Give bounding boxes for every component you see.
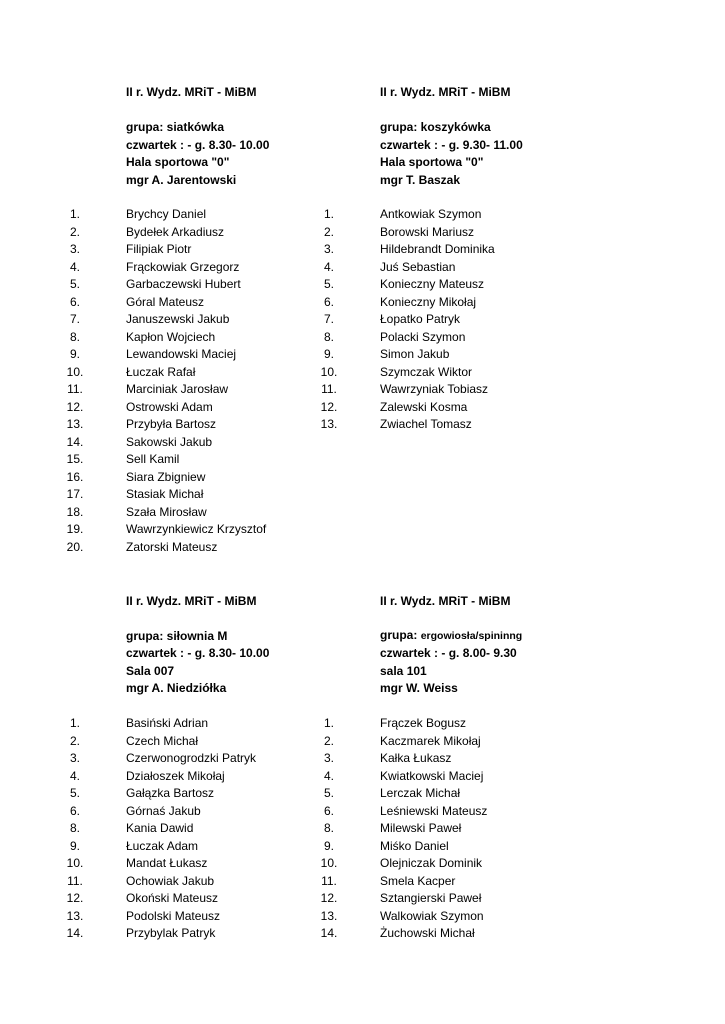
student-name: Działoszek Mikołaj — [126, 768, 225, 783]
student-number: 14. — [320, 926, 338, 940]
student-number: 16. — [66, 469, 84, 484]
student-name: Simon Jakub — [380, 347, 450, 361]
student-number: 2. — [69, 224, 80, 239]
student-name: Walkowiak Szymon — [380, 908, 484, 923]
student-name: Olejniczak Dominik — [380, 856, 483, 870]
student-number: 3. — [323, 751, 334, 765]
student-number: 13. — [320, 908, 338, 923]
student-name: Góral Mateusz — [126, 294, 205, 309]
class-time: czwartek : - g. 8.00- 9.30 — [380, 646, 517, 660]
student-number: 7. — [69, 312, 80, 326]
student-number: 9. — [323, 347, 334, 361]
student-number: 8. — [323, 821, 334, 835]
student-name: Ochowiak Jakub — [126, 873, 215, 888]
student-name: Miśko Daniel — [380, 838, 449, 853]
student-number: 7. — [323, 312, 334, 326]
group-label-text: grupa: siatkówka — [126, 120, 225, 134]
student-name: Gałązka Bartosz — [126, 786, 215, 800]
group-label — [380, 627, 522, 644]
class-time: czwartek : - g. 8.30- 10.00 — [126, 646, 270, 660]
student-number: 20. — [66, 539, 84, 554]
student-number: 10. — [66, 856, 84, 870]
student-name: Konieczny Mikołaj — [380, 294, 477, 309]
teacher-name: mgr T. Baszak — [380, 173, 461, 187]
faculty-heading: II r. Wydz. MRiT - MiBM — [380, 85, 511, 99]
student-number: 13. — [320, 417, 338, 431]
student-number: 18. — [66, 504, 84, 519]
faculty-heading: II r. Wydz. MRiT - MiBM — [126, 594, 257, 608]
student-name: Bydełek Arkadiusz — [126, 224, 225, 239]
student-name: Stasiak Michał — [126, 487, 204, 501]
class-place: sala 101 — [380, 664, 427, 678]
student-number: 3. — [323, 242, 334, 256]
student-number: 12. — [66, 891, 84, 905]
class-time: czwartek : - g. 9.30- 11.00 — [380, 138, 523, 152]
class-place: Hala sportowa "0" — [126, 155, 230, 169]
student-number: 10. — [320, 856, 338, 870]
teacher-name: mgr W. Weiss — [380, 681, 458, 695]
student-name: Brychcy Daniel — [126, 207, 207, 221]
student-number: 1. — [323, 716, 334, 730]
student-number: 5. — [323, 786, 334, 800]
student-name: Górnaś Jakub — [126, 803, 201, 818]
student-number: 12. — [320, 891, 338, 905]
student-number: 11. — [67, 873, 83, 888]
student-name: Czerwonogrodzki Patryk — [126, 751, 257, 765]
student-number: 10. — [320, 364, 338, 379]
student-number: 3. — [69, 242, 80, 256]
student-name: Mandat Łukasz — [126, 856, 208, 870]
student-name: Milewski Paweł — [380, 821, 462, 835]
student-number: 6. — [69, 294, 80, 309]
student-number: 6. — [69, 803, 80, 818]
student-number: 1. — [69, 207, 80, 221]
student-number: 5. — [69, 277, 80, 291]
student-name: Zwiachel Tomasz — [380, 417, 472, 431]
student-number: 2. — [323, 224, 334, 239]
student-name: Frączek Bogusz — [380, 716, 467, 730]
student-number: 9. — [323, 838, 334, 853]
student-number: 4. — [323, 768, 334, 783]
student-number: 12. — [320, 399, 338, 414]
student-name: Juś Sebastian — [380, 259, 456, 274]
class-time: czwartek : - g. 8.30- 10.00 — [126, 138, 270, 152]
student-name: Zalewski Kosma — [380, 399, 468, 414]
student-name: Podolski Mateusz — [126, 908, 221, 923]
student-number: 8. — [69, 329, 80, 344]
student-name: Kwiatkowski Maciej — [380, 768, 484, 783]
student-name: Czech Michał — [126, 733, 199, 748]
student-name: Kania Dawid — [126, 821, 194, 835]
student-number: 12. — [66, 399, 84, 414]
student-number: 6. — [323, 294, 334, 309]
student-number: 3. — [69, 751, 80, 765]
teacher-name: mgr A. Jarentowski — [126, 173, 237, 187]
student-name: Przybyła Bartosz — [126, 417, 217, 431]
student-number: 15. — [66, 452, 84, 466]
student-name: Żuchowski Michał — [380, 926, 475, 940]
class-place: Hala sportowa "0" — [380, 155, 484, 169]
student-name: Łuczak Rafał — [126, 364, 196, 379]
group-label — [380, 119, 491, 135]
student-name: Sztangierski Paweł — [380, 891, 482, 905]
student-name: Kapłon Wojciech — [126, 329, 216, 344]
student-name: Sakowski Jakub — [126, 434, 213, 449]
student-number: 5. — [323, 277, 334, 291]
faculty-heading: II r. Wydz. MRiT - MiBM — [126, 85, 257, 99]
student-name: Frąckowiak Grzegorz — [126, 259, 240, 274]
student-name: Łopatko Patryk — [380, 312, 461, 326]
student-number: 4. — [323, 259, 334, 274]
class-place: Sala 007 — [126, 664, 175, 678]
group-label — [126, 628, 227, 644]
student-number: 14. — [66, 926, 84, 940]
student-name: Antkowiak Szymon — [380, 207, 482, 221]
faculty-heading: II r. Wydz. MRiT - MiBM — [380, 594, 511, 608]
student-number: 1. — [323, 207, 334, 221]
student-number: 4. — [69, 768, 80, 783]
student-name: Kaczmarek Mikołaj — [380, 733, 481, 748]
group-label-text: grupa: — [380, 628, 418, 642]
student-number: 11. — [67, 382, 83, 396]
student-number: 2. — [323, 733, 334, 748]
student-name: Polacki Szymon — [380, 329, 466, 344]
student-name: Leśniewski Mateusz — [380, 803, 488, 818]
student-name: Hildebrandt Dominika — [380, 242, 495, 256]
student-name: Siara Zbigniew — [126, 469, 206, 484]
student-name: Januszewski Jakub — [126, 312, 230, 326]
student-number: 17. — [66, 487, 84, 501]
student-name: Borowski Mariusz — [380, 224, 475, 239]
student-number: 2. — [69, 733, 80, 748]
student-number: 9. — [69, 347, 80, 361]
student-name: Okoński Mateusz — [126, 891, 219, 905]
student-name: Marciniak Jarosław — [126, 382, 229, 396]
student-name: Filipiak Piotr — [126, 242, 192, 256]
student-number: 13. — [66, 908, 84, 923]
student-number: 19. — [66, 522, 84, 536]
student-number: 8. — [69, 821, 80, 835]
student-number: 4. — [69, 259, 80, 274]
student-name: Lewandowski Maciej — [126, 347, 237, 361]
student-name: Smela Kacper — [380, 873, 456, 888]
student-number: 13. — [66, 417, 84, 431]
student-name: Konieczny Mateusz — [380, 277, 485, 291]
student-name: Lerczak Michał — [380, 786, 461, 800]
student-name: Szała Mirosław — [126, 504, 207, 519]
student-name: Szymczak Wiktor — [380, 364, 473, 379]
student-name: Łuczak Adam — [126, 838, 199, 853]
teacher-name: mgr A. Niedziółka — [126, 681, 227, 695]
student-name: Zatorski Mateusz — [126, 539, 218, 554]
student-number: 5. — [69, 786, 80, 800]
group-label — [126, 119, 224, 135]
student-number: 8. — [323, 329, 334, 344]
student-name: Wawrzyniak Tobiasz — [380, 382, 489, 396]
student-number: 14. — [66, 434, 84, 449]
student-number: 1. — [69, 716, 80, 730]
student-name: Kałka Łukasz — [380, 751, 452, 765]
group-label-text: grupa: siłownia M — [126, 629, 228, 643]
group-label-text: grupa: koszykówka — [380, 120, 491, 134]
student-name: Ostrowski Adam — [126, 399, 213, 414]
student-name: Przybylak Patryk — [126, 926, 216, 940]
student-number: 6. — [323, 803, 334, 818]
student-number: 10. — [66, 364, 84, 379]
student-name: Basiński Adrian — [126, 716, 209, 730]
student-name: Wawrzynkiewicz Krzysztof — [126, 522, 267, 536]
group-label-detail: ergowiosła/spininng — [420, 630, 523, 642]
student-number: 11. — [321, 873, 337, 888]
student-name: Garbaczewski Hubert — [126, 277, 241, 291]
student-number: 9. — [69, 838, 80, 853]
student-number: 11. — [321, 382, 337, 396]
student-name: Sell Kamil — [126, 452, 180, 466]
